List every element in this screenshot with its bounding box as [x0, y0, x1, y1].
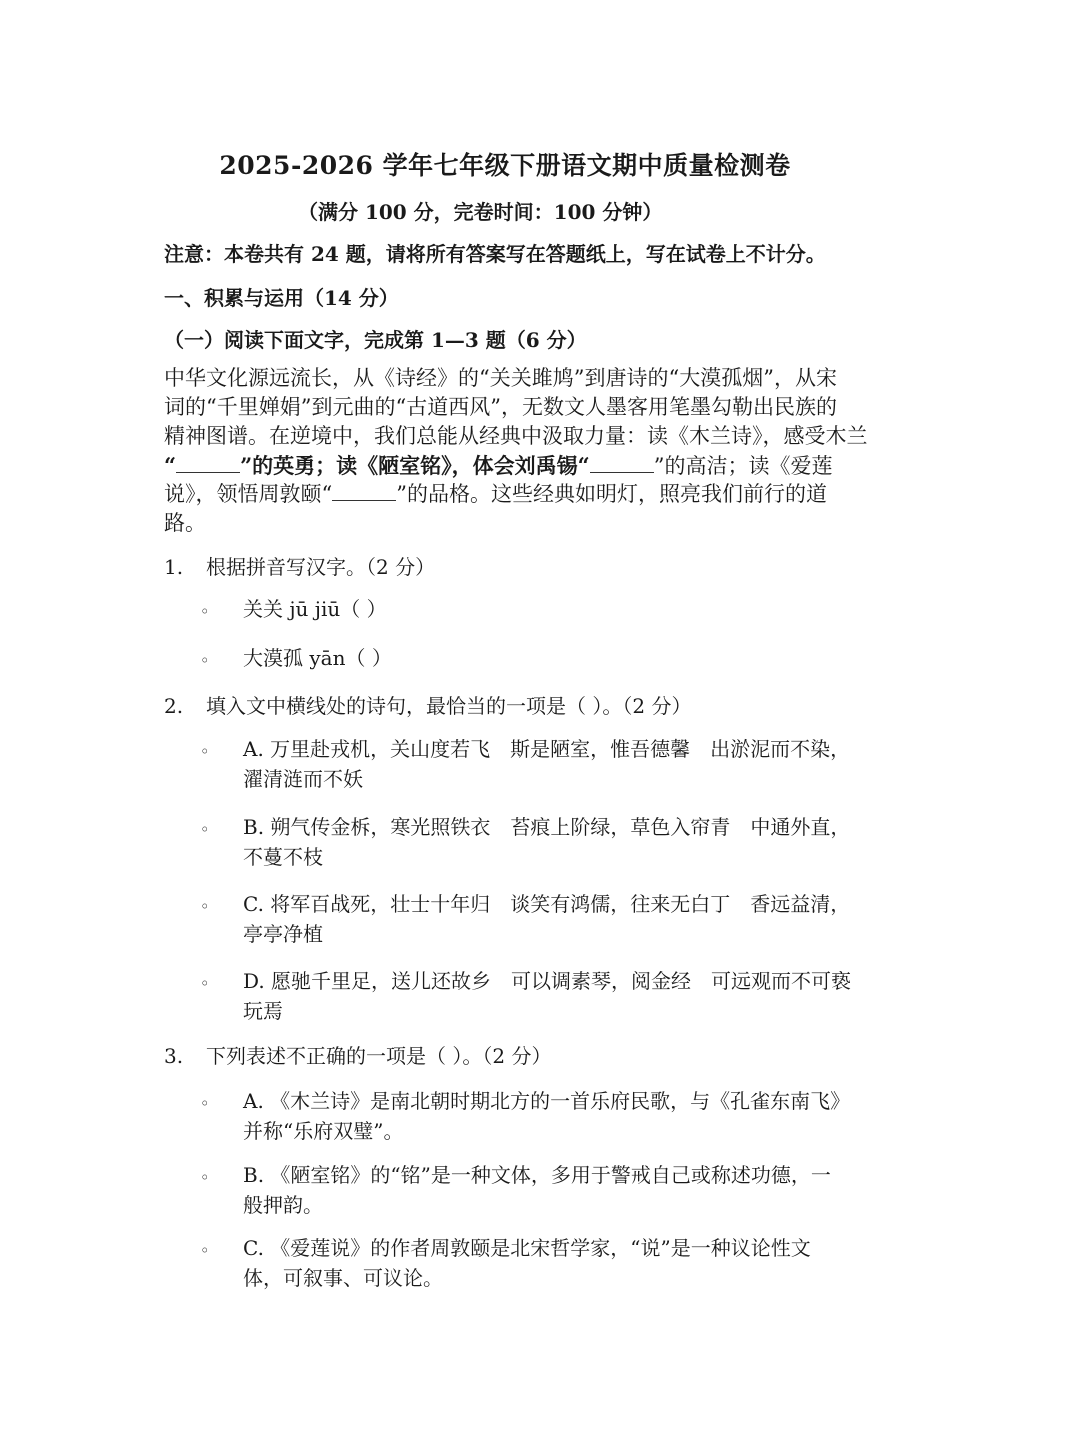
option-line: B. 朔气传金柝，寒光照铁衣 苔痕上阶绿，草色入帘青 中通外直， — [243, 815, 851, 839]
bullet-icon: ◦ — [200, 602, 210, 621]
option-c — [243, 1233, 915, 1293]
option-line: 不蔓不枝 — [243, 845, 323, 869]
page-subtitle: （满分 100 分，完卷时间：100 分钟） — [298, 200, 663, 224]
option-a — [243, 734, 915, 794]
fill-blank — [590, 454, 654, 473]
pinyin-item — [243, 643, 915, 673]
option-line: B. 《陋室铭》的“铭”是一种文体，多用于警戒自己或称述功德，一 — [243, 1163, 831, 1187]
section-heading: 一、积累与运用（14 分） — [164, 286, 399, 310]
pinyin-item-text: 大漠孤 yān（ ） — [243, 646, 392, 670]
passage-line: 中华文化源远流长，从《诗经》的“关关雎鸠”到唐诗的“大漠孤烟”，从宋 — [164, 366, 837, 390]
fill-blank — [176, 454, 240, 473]
option-line: 亭亭净植 — [243, 922, 323, 946]
passage-text: 说》，领悟周敦颐“ — [164, 482, 333, 506]
pinyin-item — [243, 594, 915, 624]
question-text: 根据拼音写汉字。（2 分） — [206, 555, 436, 579]
bullet-icon: ◦ — [200, 1168, 210, 1187]
option-line: D. 愿驰千里足，送儿还故乡 可以调素琴，阅金经 可远观而不可亵 — [243, 969, 852, 993]
question-text: 填入文中横线处的诗句，最恰当的一项是（ ）。（2 分） — [206, 694, 692, 718]
passage-line: 路。 — [164, 511, 206, 535]
passage-text: “ — [164, 453, 177, 478]
question-number: 2. — [164, 694, 184, 718]
bullet-icon: ◦ — [200, 974, 210, 993]
question-2 — [164, 690, 691, 719]
option-line: C. 《爱莲说》的作者周敦颐是北宋哲学家，“说”是一种议论性文 — [243, 1236, 811, 1260]
option-line: 般押韵。 — [243, 1193, 323, 1217]
exam-notice: 注意：本卷共有 24 题，请将所有答案写在答题纸上，写在试卷上不计分。 — [164, 242, 826, 266]
passage-line — [164, 451, 924, 480]
bullet-icon: ◦ — [200, 742, 210, 761]
page-title: 2025-2026 学年七年级下册语文期中质量检测卷 — [219, 151, 791, 180]
passage-line — [164, 480, 924, 509]
option-line: 玩焉 — [243, 999, 283, 1023]
option-line: A. 万里赴戎机，关山度若飞 斯是陋室，惟吾德馨 出淤泥而不染， — [243, 737, 851, 761]
option-line: 濯清涟而不妖 — [243, 767, 363, 791]
option-line: A. 《木兰诗》是南北朝时期北方的一首乐府民歌，与《孔雀东南飞》 — [243, 1089, 851, 1113]
passage-line: 词的“千里婵娟”到元曲的“古道西风”，无数文人墨客用笔墨勾勒出民族的 — [164, 395, 837, 419]
option-line: 并称“乐府双璧”。 — [243, 1119, 404, 1143]
fill-blank — [332, 482, 396, 501]
bullet-icon: ◦ — [200, 897, 210, 916]
option-line: 体，可叙事、可议论。 — [243, 1266, 443, 1290]
option-b — [243, 1160, 915, 1220]
passage-text: ”的品格。这些经典如明灯，照亮我们前行的道 — [396, 482, 827, 506]
question-number: 3. — [164, 1044, 184, 1068]
pinyin-item-text: 关关 jū jiū（ ） — [243, 597, 387, 621]
bullet-icon: ◦ — [200, 651, 210, 670]
option-a — [243, 1086, 915, 1146]
option-d — [243, 966, 915, 1026]
bullet-icon: ◦ — [200, 820, 210, 839]
option-line: C. 将军百战死，壮士十年归 谈笑有鸿儒，往来无白丁 香远益清， — [243, 892, 851, 916]
reading-passage — [164, 364, 924, 538]
option-b — [243, 812, 915, 872]
question-number: 1. — [164, 555, 184, 579]
subsection-heading: （一）阅读下面文字，完成第 1—3 题（6 分） — [164, 328, 587, 352]
option-c — [243, 889, 915, 949]
passage-line: 精神图谱。在逆境中，我们总能从经典中汲取力量：读《木兰诗》，感受木兰 — [164, 424, 868, 448]
question-text: 下列表述不正确的一项是（ ）。（2 分） — [206, 1044, 552, 1068]
question-1 — [164, 551, 435, 580]
question-3 — [164, 1040, 551, 1069]
bullet-icon: ◦ — [200, 1094, 210, 1113]
passage-text: ”的英勇；读《陋室铭》，体会刘禹锡“ — [240, 453, 590, 478]
passage-text: ”的高洁；读《爱莲 — [653, 454, 833, 478]
bullet-icon: ◦ — [200, 1241, 210, 1260]
